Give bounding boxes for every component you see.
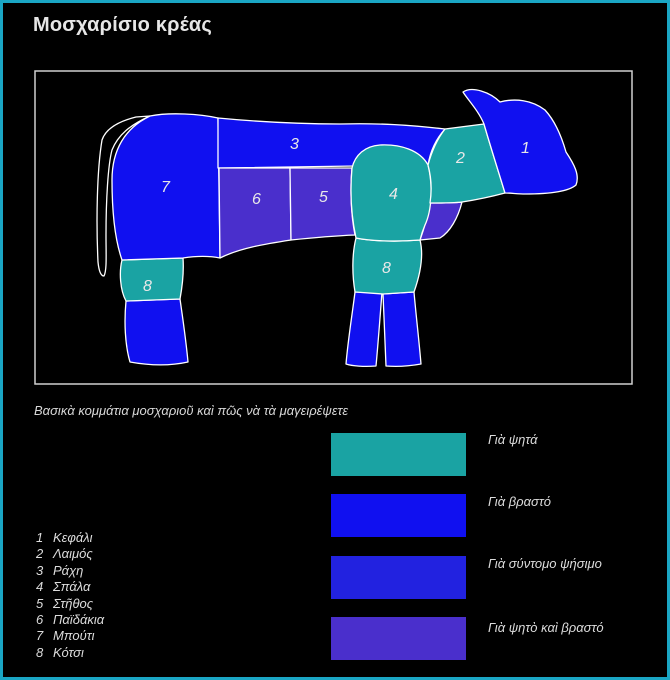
label-neck: 2	[456, 150, 465, 167]
legend-swatch-roast	[331, 433, 466, 476]
region-rear-hoof	[125, 299, 188, 365]
label-rear-shank: 8	[143, 278, 152, 295]
region-front-hoof-right	[383, 292, 421, 366]
list-item: 8 Κότσι	[36, 644, 84, 660]
label-shoulder: 4	[389, 186, 398, 203]
label-ribs: 6	[252, 191, 261, 208]
legend-label-boil: Γιὰ βραστό	[488, 494, 551, 509]
label-rump: 7	[161, 179, 170, 196]
region-front-hoof-left	[346, 292, 382, 366]
diagram-caption: Βασικὰ κομμάτια μοσχαριοῦ καὶ πῶς νὰ τὰ μαγειρέψετε	[34, 403, 349, 418]
label-back: 3	[290, 136, 299, 153]
region-ribs	[219, 168, 291, 258]
legend-label-roast: Γιὰ ψητά	[488, 432, 538, 447]
list-item: 1 Κεφάλι	[36, 530, 93, 545]
parts-list	[36, 530, 104, 661]
list-item: 5 Στῆθος	[36, 595, 94, 611]
legend-swatch-boil	[331, 494, 466, 537]
legend-swatch-quick-grill	[331, 556, 466, 599]
label-head: 1	[521, 140, 530, 157]
legend-label-roast-and-boil: Γιὰ ψητὸ καὶ βραστό	[488, 620, 604, 635]
legend-swatch-roast-and-boil	[331, 617, 466, 660]
list-item: 6 Παϊδάκια	[36, 611, 105, 627]
list-item: 2 Λαιμός	[36, 546, 93, 562]
label-brisket: 5	[319, 189, 328, 206]
legend-label-quick-grill: Γιὰ σύντομο ψήσιμο	[488, 556, 602, 571]
label-front-shank: 8	[382, 260, 391, 277]
page-title: Μοσχαρίσιο κρέας	[33, 14, 213, 36]
list-item: 4 Σπάλα	[36, 579, 91, 595]
list-item: 7 Μπούτι	[36, 628, 95, 644]
list-item: 3 Ράχη	[36, 562, 84, 578]
